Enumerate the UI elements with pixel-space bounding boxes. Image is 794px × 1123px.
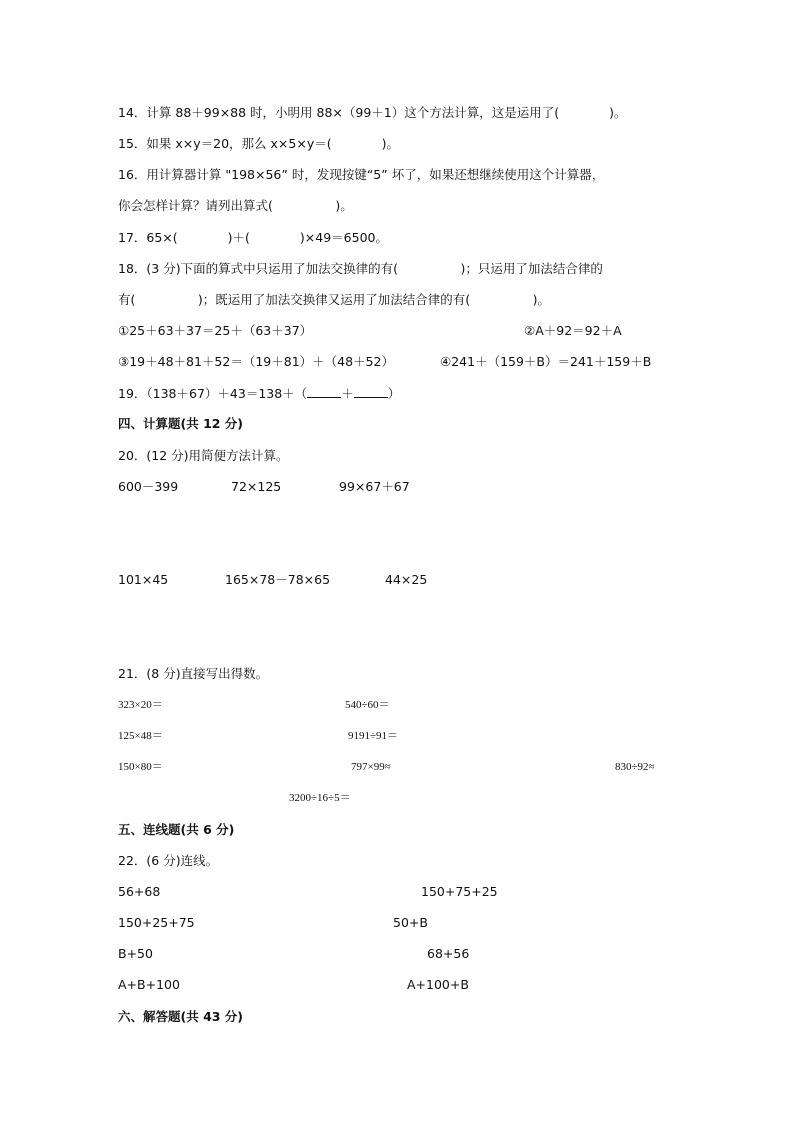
q19-prefix: 19．（138＋67）＋43＝138＋（ <box>118 386 308 401</box>
q21-item-7: 830÷92≈ <box>615 761 655 773</box>
q20-title: 20．(12 分)用简便方法计算。 <box>118 448 289 463</box>
q20-item-4: 101×45 <box>118 572 169 587</box>
q20-item-1: 600－399 <box>118 479 179 494</box>
q21-item-6: 797×99≈ <box>351 761 391 773</box>
q19-plus: ＋ <box>341 386 354 401</box>
q18-item-3: ③19＋48＋81＋52＝（19＋81）＋（48＋52） <box>118 354 394 369</box>
q21-item-1: 323×20＝ <box>118 699 163 711</box>
q20-item-5: 165×78－78×65 <box>225 572 331 587</box>
q20-item-6: 44×25 <box>385 572 428 587</box>
q16-line1: 16．用计算器计算 "198×56” 时，发现按键“5” 坏了，如果还想继续使用这个计算器， <box>118 167 605 182</box>
q18-line2: 有( )；既运用了加法交换律又运用了加法结合律的有( )。 <box>118 292 551 307</box>
q20-item-2: 72×125 <box>231 479 282 494</box>
q14: 14．计算 88＋99×88 时，小明用 88×（99＋1）这个方法计算，这是运用了( )。 <box>118 105 627 120</box>
q18-item-4: ④241＋（159＋B）＝241＋159＋B <box>440 354 652 369</box>
q22-right-2: 50+B <box>393 915 428 930</box>
q18-line1: 18．(3 分)下面的算式中只运用了加法交换律的有( )；只运用了加法结合律的 <box>118 261 603 276</box>
q22-right-3: 68+56 <box>427 946 470 961</box>
q21-item-2: 540÷60＝ <box>345 699 390 711</box>
q22-left-2: 150+25+75 <box>118 915 195 930</box>
q19 <box>118 385 400 402</box>
q18-item-2: ②A＋92＝92＋A <box>524 323 622 338</box>
q16-line2: 你会怎样计算？请列出算式( )。 <box>118 198 353 213</box>
q21-item-4: 9191÷91＝ <box>348 730 399 742</box>
q22-left-3: B+50 <box>118 946 153 961</box>
section5-title: 五、连线题(共 6 分) <box>118 822 235 837</box>
q15: 15．如果 x×y＝20，那么 x×5×y＝( )。 <box>118 136 399 151</box>
q22-left-4: A+B+100 <box>118 977 180 992</box>
q22-left-1: 56+68 <box>118 884 161 899</box>
q19-blank-1 <box>307 385 341 398</box>
q20-item-3: 99×67＋67 <box>339 479 410 494</box>
q22-right-1: 150+75+25 <box>421 884 498 899</box>
q17: 17．65×( )＋( )×49＝6500。 <box>118 230 388 245</box>
q21-item-3: 125×48＝ <box>118 730 163 742</box>
q22-title: 22．(6 分)连线。 <box>118 853 219 868</box>
q18-item-1: ①25＋63＋37＝25＋（63＋37） <box>118 323 313 338</box>
q21-item-8: 3200÷16÷5＝ <box>289 792 351 804</box>
q21-item-5: 150×80＝ <box>118 761 163 773</box>
q21-title: 21．(8 分)直接写出得数。 <box>118 666 269 681</box>
section6-title: 六、解答题(共 43 分) <box>118 1009 244 1024</box>
q19-blank-2 <box>354 385 388 398</box>
section4-title: 四、计算题(共 12 分) <box>118 416 244 431</box>
q22-right-4: A+100+B <box>407 977 469 992</box>
q19-suffix: ） <box>387 386 401 401</box>
